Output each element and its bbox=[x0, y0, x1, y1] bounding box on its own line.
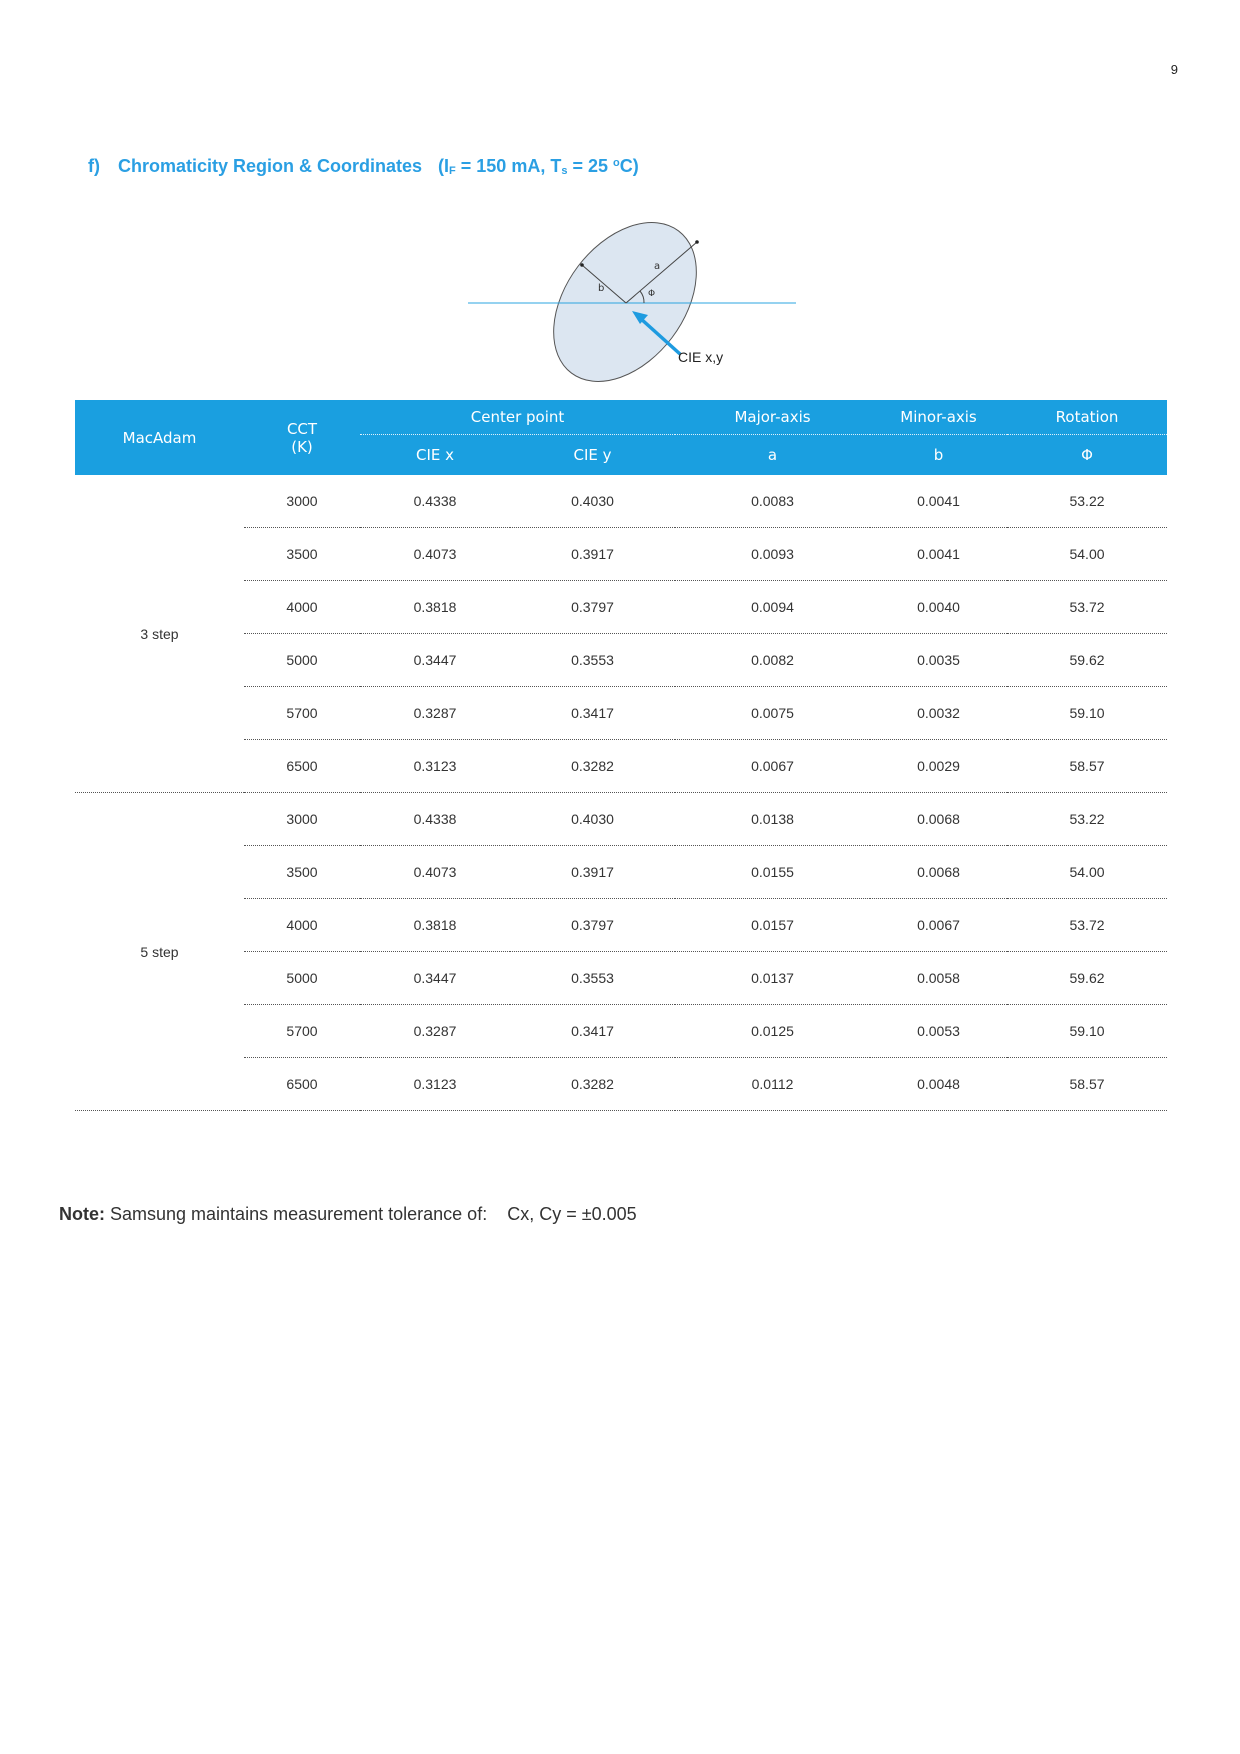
cell-phi: 53.72 bbox=[1007, 899, 1167, 952]
cell-a: 0.0125 bbox=[675, 1005, 870, 1058]
cell-cie-x: 0.4338 bbox=[360, 475, 510, 528]
cell-phi: 53.72 bbox=[1007, 581, 1167, 634]
cell-cie-x: 0.3447 bbox=[360, 952, 510, 1005]
cell-cie-x: 0.3447 bbox=[360, 634, 510, 687]
header-cie-x: CIE x bbox=[360, 435, 510, 476]
cell-cie-x: 0.3287 bbox=[360, 1005, 510, 1058]
note-label: Note: bbox=[59, 1204, 105, 1224]
label-b: b bbox=[598, 283, 605, 294]
macadam-step-cell: 3 step bbox=[75, 475, 244, 793]
cell-b: 0.0068 bbox=[870, 846, 1007, 899]
table-row bbox=[75, 475, 1167, 528]
cell-cie-x: 0.3123 bbox=[360, 1058, 510, 1111]
header-macadam: MacAdam bbox=[75, 400, 244, 475]
cell-cie-x: 0.3123 bbox=[360, 740, 510, 793]
header-minor-axis: Minor-axis bbox=[870, 400, 1007, 435]
chromaticity-table bbox=[75, 400, 1167, 1111]
cell-phi: 53.22 bbox=[1007, 793, 1167, 846]
header-b: b bbox=[870, 435, 1007, 476]
cell-cie-y: 0.3553 bbox=[510, 952, 675, 1005]
cell-phi: 58.57 bbox=[1007, 740, 1167, 793]
cell-phi: 59.10 bbox=[1007, 1005, 1167, 1058]
cell-a: 0.0067 bbox=[675, 740, 870, 793]
cell-cie-x: 0.4073 bbox=[360, 528, 510, 581]
header-rotation: Rotation bbox=[1007, 400, 1167, 435]
cell-b: 0.0058 bbox=[870, 952, 1007, 1005]
cell-cie-y: 0.4030 bbox=[510, 793, 675, 846]
cell-a: 0.0157 bbox=[675, 899, 870, 952]
header-major-axis: Major-axis bbox=[675, 400, 870, 435]
cell-cie-x: 0.4338 bbox=[360, 793, 510, 846]
cell-cct: 6500 bbox=[244, 740, 360, 793]
label-a: a bbox=[654, 261, 661, 272]
major-axis-end-dot bbox=[695, 240, 699, 244]
cell-cct: 5700 bbox=[244, 687, 360, 740]
header-phi: Φ bbox=[1007, 435, 1167, 476]
cell-a: 0.0093 bbox=[675, 528, 870, 581]
cell-cie-y: 0.3553 bbox=[510, 634, 675, 687]
cell-a: 0.0155 bbox=[675, 846, 870, 899]
cell-b: 0.0035 bbox=[870, 634, 1007, 687]
minor-axis-end-dot bbox=[580, 263, 584, 267]
cell-cie-y: 0.3797 bbox=[510, 899, 675, 952]
section-number: f) bbox=[88, 156, 100, 176]
cell-cie-x: 0.3287 bbox=[360, 687, 510, 740]
cell-cie-y: 0.3917 bbox=[510, 528, 675, 581]
cell-a: 0.0112 bbox=[675, 1058, 870, 1111]
cell-phi: 59.10 bbox=[1007, 687, 1167, 740]
cell-cie-y: 0.4030 bbox=[510, 475, 675, 528]
cell-cct: 5000 bbox=[244, 634, 360, 687]
note-text: Samsung maintains measurement tolerance of: bbox=[105, 1204, 488, 1224]
table-body bbox=[75, 475, 1167, 1111]
cell-b: 0.0041 bbox=[870, 475, 1007, 528]
cell-b: 0.0040 bbox=[870, 581, 1007, 634]
note-tolerance: Cx, Cy = ±0.005 bbox=[507, 1204, 637, 1224]
cell-a: 0.0094 bbox=[675, 581, 870, 634]
section-conditions: ($I_F = 150$ mA, $T_s = 25$ $^o$C) bbox=[438, 156, 639, 177]
note bbox=[59, 1204, 637, 1225]
cell-a: 0.0138 bbox=[675, 793, 870, 846]
cell-cct: 6500 bbox=[244, 1058, 360, 1111]
header-a: a bbox=[675, 435, 870, 476]
table-row bbox=[75, 793, 1167, 846]
cell-cie-y: 0.3417 bbox=[510, 1005, 675, 1058]
cell-phi: 53.22 bbox=[1007, 475, 1167, 528]
cell-b: 0.0041 bbox=[870, 528, 1007, 581]
cell-a: 0.0082 bbox=[675, 634, 870, 687]
cell-cie-x: 0.3818 bbox=[360, 899, 510, 952]
section-title-text: Chromaticity Region & Coordinates bbox=[118, 156, 423, 176]
section-title bbox=[88, 156, 639, 177]
cell-cie-y: 0.3917 bbox=[510, 846, 675, 899]
cell-phi: 59.62 bbox=[1007, 952, 1167, 1005]
cell-cie-y: 0.3417 bbox=[510, 687, 675, 740]
cell-cct: 3500 bbox=[244, 528, 360, 581]
cell-cct: 5700 bbox=[244, 1005, 360, 1058]
cell-b: 0.0048 bbox=[870, 1058, 1007, 1111]
cell-cct: 3000 bbox=[244, 793, 360, 846]
cell-cct: 3500 bbox=[244, 846, 360, 899]
header-cie-y: CIE y bbox=[510, 435, 675, 476]
cell-b: 0.0053 bbox=[870, 1005, 1007, 1058]
label-cie-point: CIE x,y bbox=[678, 349, 724, 365]
cell-a: 0.0075 bbox=[675, 687, 870, 740]
cell-cct: 5000 bbox=[244, 952, 360, 1005]
cell-phi: 58.57 bbox=[1007, 1058, 1167, 1111]
cell-cct: 4000 bbox=[244, 899, 360, 952]
cell-phi: 59.62 bbox=[1007, 634, 1167, 687]
cell-b: 0.0068 bbox=[870, 793, 1007, 846]
cell-cie-x: 0.3818 bbox=[360, 581, 510, 634]
cell-phi: 54.00 bbox=[1007, 528, 1167, 581]
cell-b: 0.0029 bbox=[870, 740, 1007, 793]
cell-cct: 3000 bbox=[244, 475, 360, 528]
cell-a: 0.0083 bbox=[675, 475, 870, 528]
macadam-ellipse-diagram bbox=[468, 215, 808, 391]
cell-cie-y: 0.3797 bbox=[510, 581, 675, 634]
page-number: 9 bbox=[1170, 62, 1178, 77]
cell-cie-y: 0.3282 bbox=[510, 1058, 675, 1111]
cell-phi: 54.00 bbox=[1007, 846, 1167, 899]
cell-b: 0.0032 bbox=[870, 687, 1007, 740]
header-cct: CCT (K) bbox=[244, 400, 360, 475]
label-phi: Φ bbox=[648, 289, 656, 299]
cell-cct: 4000 bbox=[244, 581, 360, 634]
cell-a: 0.0137 bbox=[675, 952, 870, 1005]
cell-cie-y: 0.3282 bbox=[510, 740, 675, 793]
cell-b: 0.0067 bbox=[870, 899, 1007, 952]
header-center-point: Center point bbox=[360, 400, 675, 435]
cell-cie-x: 0.4073 bbox=[360, 846, 510, 899]
macadam-step-cell: 5 step bbox=[75, 793, 244, 1111]
